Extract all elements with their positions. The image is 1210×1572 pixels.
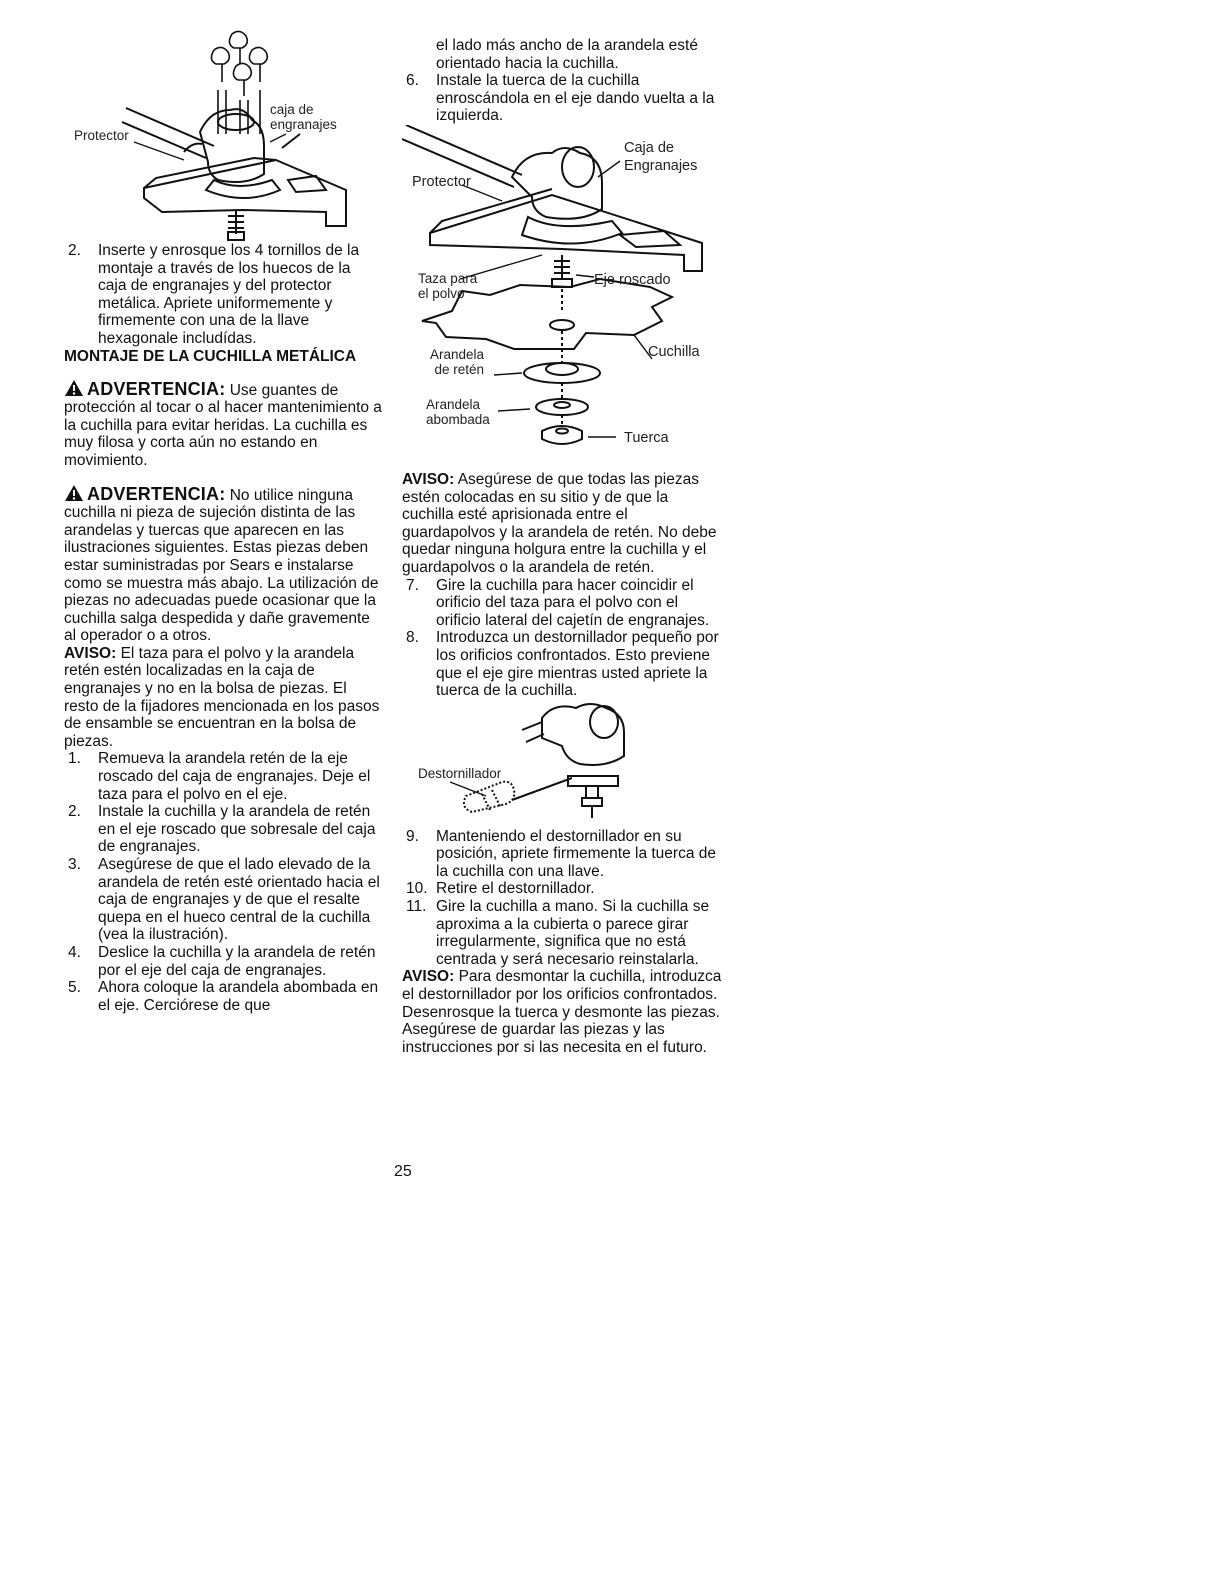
steps-left-list <box>64 750 382 1014</box>
notice-text: Asegúrese de que todas las piezas estén colocadas en su sitio y de que la cuchilla esté aprisionada entre el guardapolvos y la arandela de retén. No debe quedar ninguna holgura entre la cuchilla y el guardapolvos o la arandela de retén. <box>402 470 717 576</box>
step-5-continued <box>402 37 724 72</box>
step-number: 10. <box>406 880 428 898</box>
step-number: 1. <box>68 750 81 768</box>
step-text: Inserte y enrosque los 4 tornillos de la montaje a través de los huecos de la caja de engranajes y del protector metálica. Apriete uniformemente y firmemente con una de la llave hexagonale includídas. <box>98 242 360 347</box>
warning-gloves <box>64 379 382 470</box>
figure-gearbox-protector <box>64 30 364 242</box>
label-protector: Protector <box>74 128 129 143</box>
step-text: Gire la cuchilla a mano. Si la cuchilla se aproxima a la cubierta o parece girar irregularmente, significa que no está centrada y será necesario reinstalarla. <box>436 898 710 968</box>
step-text: el lado más ancho de la arandela esté orientado hacia la cuchilla. <box>436 37 698 72</box>
label-dust-cup: Taza para el polvo <box>418 270 478 301</box>
step-number: 4. <box>68 943 81 961</box>
section-heading: MONTAJE DE LA CUCHILLA METÁLICA <box>64 347 357 365</box>
step-number: 6. <box>406 72 419 90</box>
notice-label: AVISO: <box>64 644 117 662</box>
steps-right-list-1 <box>402 577 724 700</box>
notice-dustcup <box>64 645 382 751</box>
label-gearbox: caja de engranajes <box>270 102 337 132</box>
step-text: Retire el destornillador. <box>436 880 595 898</box>
step-text: Instale la cuchilla y la arandela de retén en el eje roscado que sobresale del caja de engranajes. <box>98 803 376 856</box>
step-number: 8. <box>406 629 419 647</box>
step-number: 5. <box>68 979 81 997</box>
step-number: 2. <box>68 803 81 821</box>
list-item <box>64 979 382 1014</box>
list-item <box>402 828 724 881</box>
notice-blade-clamped <box>402 471 724 577</box>
list-item <box>402 577 724 630</box>
notice-label: AVISO: <box>402 968 455 986</box>
steps-right-list-2 <box>402 828 724 969</box>
warning-parts <box>64 484 382 645</box>
step-6 <box>402 72 724 125</box>
warning-triangle-icon <box>64 379 84 397</box>
page-number: 25 <box>394 1163 412 1180</box>
step-number: 9. <box>406 827 419 845</box>
label-blade: Cuchilla <box>648 343 700 360</box>
step-text: Remueva la arandela retén de la eje roscado del caja de engranajes. Deje el taza para el polvo en el eje. <box>98 750 371 803</box>
figure-screwdriver <box>402 700 722 828</box>
label-retainer-washer: Arandela de retén <box>430 346 485 377</box>
step-text: Manteniendo el destornillador en su posición, apriete firmemente la tuerca de la cuchilla con una llave. <box>436 827 717 880</box>
figure-blade-assembly <box>402 125 722 465</box>
notice-text: Para desmontar la cuchilla, introduzca el destornillador por los orificios confrontados. Desenrosque la tuerca y desmonte las piezas. Asegúrese de guardar las piezas y las instrucciones por si las necesita en el futuro. <box>402 968 722 1056</box>
step-number: 11. <box>406 898 427 916</box>
step-2 <box>64 242 382 348</box>
label-protector: Protector <box>412 173 471 190</box>
screwdriver-illustration <box>402 700 722 828</box>
step-text: Ahora coloque la arandela abombada en el eje. Cerciórese de que <box>98 979 379 1014</box>
label-screwdriver: Destornillador <box>418 765 502 781</box>
step-text: Introduzca un destornillador pequeño por los orificios confrontados. Esto previene que el eje gire mientras usted apriete la tuerca de la cuchilla. <box>436 629 719 700</box>
list-item <box>64 944 382 979</box>
warning-text: No utilice ninguna cuchilla ni pieza de sujeción distinta de las arandelas y tuercas que aparecen en las ilustraciones siguientes. Estas piezas deben estar suministradas por Sears e instalarse como se muestra más abajo. La utilización de piezas no adecuadas puede ocasionar que la cuchilla salga despedida y dañe gravemente al operador o a otros. <box>64 486 379 645</box>
notice-label: AVISO: <box>402 470 455 488</box>
notice-removal <box>402 968 724 1056</box>
label-nut: Tuerca <box>624 429 669 446</box>
list-item <box>402 898 724 968</box>
left-column <box>64 30 382 1014</box>
step-text: Deslice la cuchilla y la arandela de retén por el eje del caja de engranajes. <box>98 943 376 979</box>
label-threaded-shaft: Eje roscado <box>594 271 671 288</box>
step-number: 3. <box>68 856 81 873</box>
list-item <box>64 803 382 856</box>
list-item <box>402 629 724 699</box>
list-item <box>402 880 724 898</box>
label-cupped-washer: Arandela abombada <box>426 396 490 427</box>
notice-text: El taza para el polvo y la arandela retén estén localizadas en la caja de engranajes y no en la bolsa de piezas. El resto de la fijadores mencionada en los pasos de ensamble se encuentran en la bolsa de piezas. <box>64 644 380 750</box>
step-text: Asegúrese de que el lado elevado de la arandela de retén esté orientado hacia el caja de engranajes y de que el resalte quepa en el hueco central de la cuchilla (vea la ilustración). <box>98 856 380 944</box>
step-text: Instale la tuerca de la cuchilla enroscándola en el eje dando vuelta a la izquierda. <box>436 72 715 125</box>
list-item <box>64 856 382 944</box>
warning-text: Use guantes de protección al tocar o al hacer mantenimiento a la cuchilla para evitar heridas. La cuchilla es muy filosa y corta aún no estando en movimiento. <box>64 381 382 469</box>
warning-title: ADVERTENCIA: <box>87 378 226 399</box>
warning-triangle-icon <box>64 484 84 502</box>
list-item <box>64 750 382 803</box>
step-number: 7. <box>406 576 419 594</box>
label-gearbox: Caja de Engranajes <box>624 139 698 174</box>
warning-title: ADVERTENCIA: <box>87 483 226 504</box>
right-column <box>402 37 724 1056</box>
step-number: 2. <box>68 242 81 259</box>
step-text: Gire la cuchilla para hacer coincidir el orificio del taza para el polvo con el orificio lateral del cajetín de engranajes. <box>436 576 710 629</box>
